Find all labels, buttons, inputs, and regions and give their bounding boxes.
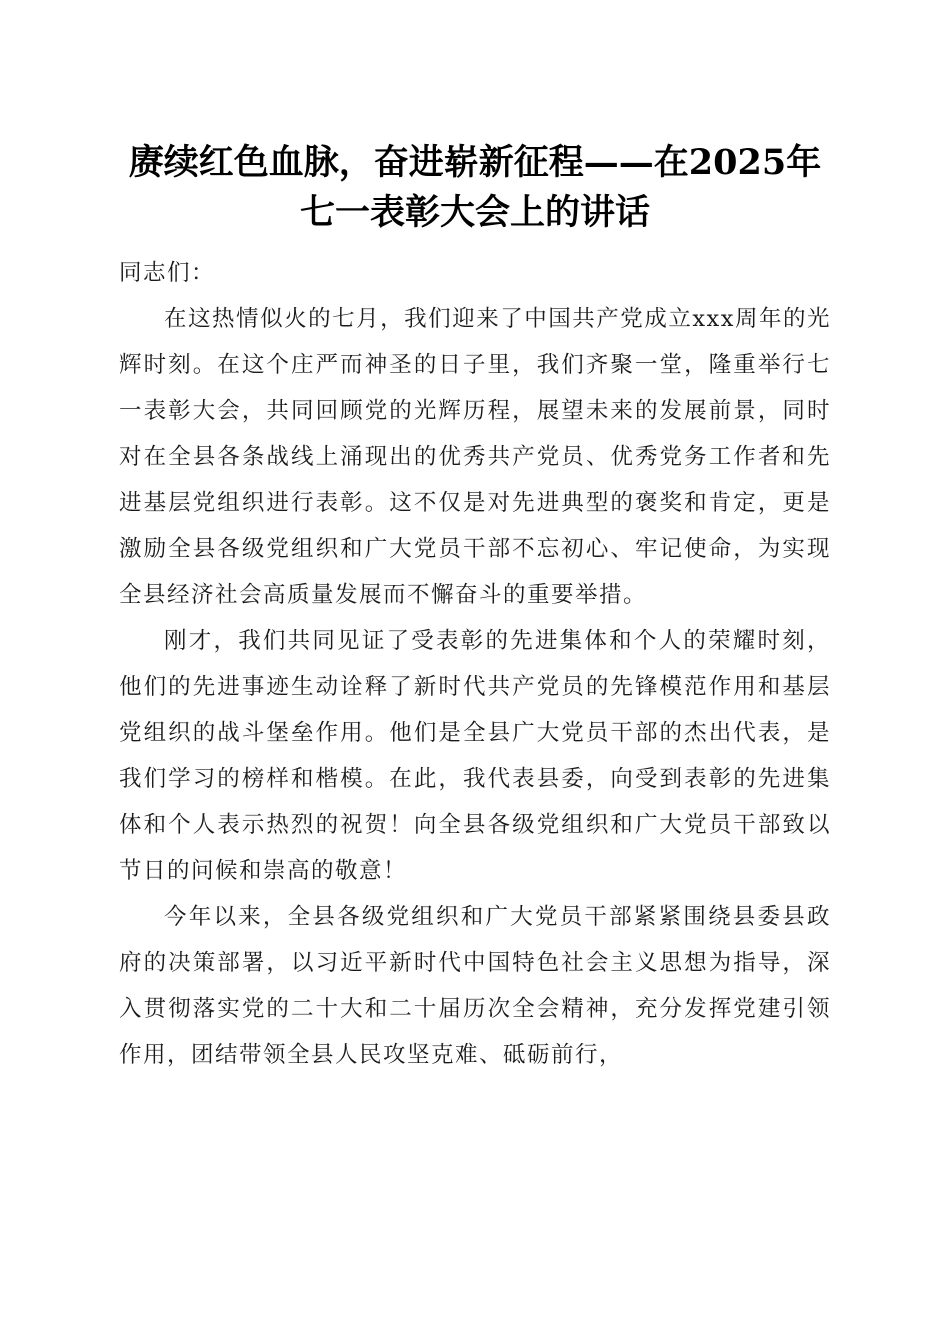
paragraph-1: 在这热情似火的七月，我们迎来了中国共产党成立xxx周年的光辉时刻。在这个庄严而神圣的日子里，我们齐聚一堂，隆重举行七一表彰大会，共同回顾党的光辉历程，展望未来的发展前景，同时对在全县各条战线上涌现出的优秀共产党员、优秀党务工作者和先进基层党组织进行表彰。这不仅是对先进典型的褒奖和肯定，更是激励全县各级党组织和广大党员干部不忘初心、牢记使命，为实现全县经济社会高质量发展而不懈奋斗的重要举措。 [119,306,831,608]
salutation: 同志们： [119,260,216,286]
document-body [119,250,831,1078]
paragraph-3: 今年以来，全县各级党组织和广大党员干部紧紧围绕县委县政府的决策部署，以习近平新时代中国特色社会主义思想为指导，深入贯彻落实党的二十大和二十届历次全会精神，充分发挥党建引领作用，团结带领全县人民攻坚克难、砥砺前行， [119,904,831,1068]
title-line-1: 赓续红色血脉，奋进崭新征程——在2025年 [128,142,822,183]
title-line-2: 七一表彰大会上的讲话 [299,192,650,233]
paragraph-2: 刚才，我们共同见证了受表彰的先进集体和个人的荣耀时刻，他们的先进事迹生动诠释了新时代共产党员的先锋模范作用和基层党组织的战斗堡垒作用。他们是全县广大党员干部的杰出代表，是我们学习的榜样和楷模。在此，我代表县委，向受到表彰的先进集体和个人表示热烈的祝贺！向全县各级党组织和广大党员干部致以节日的问候和崇高的敬意！ [119,628,831,884]
document-title [110,138,840,238]
